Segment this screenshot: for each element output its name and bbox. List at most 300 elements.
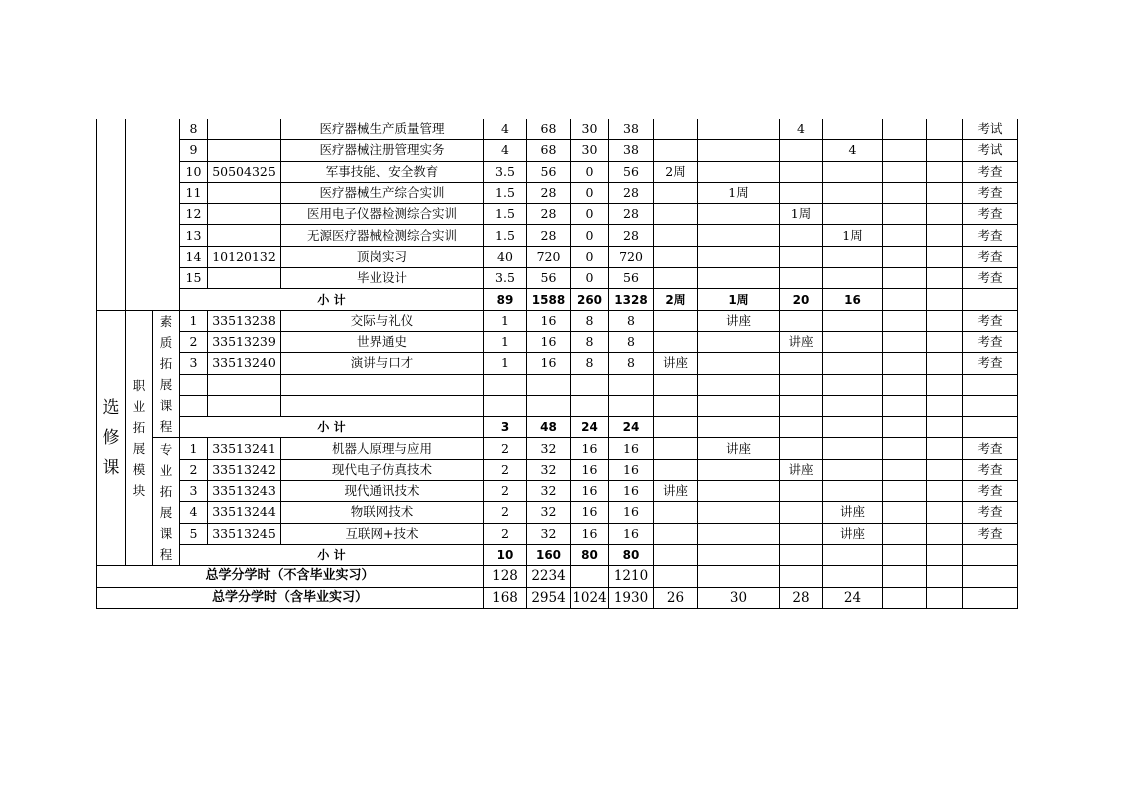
blank-cell — [883, 353, 927, 374]
cell-s3: 讲座 — [780, 459, 823, 480]
cell-hours: 32 — [527, 481, 571, 502]
semester-cell — [654, 204, 698, 225]
cell-hours: 32 — [527, 459, 571, 480]
total-excl-label: 总学分学时（不含毕业实习） — [97, 566, 484, 587]
cell-practice: 8 — [609, 331, 654, 352]
semester-cell — [823, 161, 883, 182]
table-row — [97, 374, 1018, 395]
course-name: 毕业设计 — [281, 268, 484, 289]
cell-credit: 3.5 — [484, 268, 527, 289]
course-no: 13 — [180, 225, 208, 246]
course-no: 14 — [180, 246, 208, 267]
course-no: 4 — [180, 502, 208, 523]
cell-practice: 28 — [609, 225, 654, 246]
course-no: 3 — [180, 481, 208, 502]
cell-s4 — [823, 481, 883, 502]
blank-cell — [780, 544, 823, 565]
course-name: 医用电子仪器检测综合实训 — [281, 204, 484, 225]
total-incl-credit: 168 — [484, 587, 527, 608]
cell-practice: 38 — [609, 119, 654, 140]
course-code: 33513241 — [208, 438, 281, 459]
cell-theory: 8 — [571, 310, 609, 331]
cell-credit: 2 — [484, 438, 527, 459]
cell-theory: 16 — [571, 523, 609, 544]
cell-theory: 16 — [571, 502, 609, 523]
cell-practice: 16 — [609, 481, 654, 502]
semester-cell — [698, 204, 780, 225]
blank-cell — [927, 417, 963, 438]
cell-s4 — [823, 331, 883, 352]
cell-s2 — [698, 502, 780, 523]
cell-practice: 8 — [609, 310, 654, 331]
blank-cell — [883, 310, 927, 331]
blank-cell — [571, 374, 609, 395]
cell-practice: 56 — [609, 161, 654, 182]
table-row — [97, 438, 1018, 459]
course-no: 1 — [180, 310, 208, 331]
cell-hours: 56 — [527, 161, 571, 182]
blank-cell — [281, 395, 484, 416]
cell-theory: 0 — [571, 182, 609, 203]
cell-practice: 8 — [609, 353, 654, 374]
cell-s1 — [654, 459, 698, 480]
cell-practice: 16 — [609, 438, 654, 459]
total-incl-s2: 30 — [698, 587, 780, 608]
semester-cell: 2周 — [654, 161, 698, 182]
blank-cell — [883, 544, 927, 565]
semester-cell — [654, 268, 698, 289]
subtotal-theory: 24 — [571, 417, 609, 438]
table-row — [97, 544, 1018, 565]
cell-credit: 1 — [484, 353, 527, 374]
blank-cell — [927, 374, 963, 395]
total-excl-hours: 2234 — [527, 566, 571, 587]
semester-cell — [780, 246, 823, 267]
cell-hours: 720 — [527, 246, 571, 267]
table-row — [97, 331, 1018, 352]
blank-cell — [927, 502, 963, 523]
cell-hours: 32 — [527, 502, 571, 523]
assess-cell: 考查 — [963, 268, 1018, 289]
cell-practice: 38 — [609, 140, 654, 161]
cell-s1 — [654, 438, 698, 459]
course-name: 无源医疗器械检测综合实训 — [281, 225, 484, 246]
semester-cell — [823, 204, 883, 225]
blank-cell — [927, 566, 963, 587]
course-name: 互联网+技术 — [281, 523, 484, 544]
semester-cell — [780, 182, 823, 203]
course-code — [208, 140, 281, 161]
blank-cell — [654, 395, 698, 416]
table-row — [97, 225, 1018, 246]
cell-theory: 0 — [571, 225, 609, 246]
blank-cell — [823, 544, 883, 565]
course-name: 物联网技术 — [281, 502, 484, 523]
blank-cell — [484, 395, 527, 416]
cell-theory: 30 — [571, 140, 609, 161]
assess-cell: 考查 — [963, 161, 1018, 182]
course-name: 机器人原理与应用 — [281, 438, 484, 459]
blank-cell — [823, 417, 883, 438]
assess-cell: 考查 — [963, 353, 1018, 374]
course-name: 现代电子仿真技术 — [281, 459, 484, 480]
blank-cell — [927, 523, 963, 544]
cell-s4 — [823, 310, 883, 331]
assess-cell: 考试 — [963, 119, 1018, 140]
semester-cell — [654, 246, 698, 267]
subtotal-label: 小 计 — [180, 289, 484, 310]
cell-practice: 720 — [609, 246, 654, 267]
blank-cell — [698, 417, 780, 438]
blank-cell — [698, 544, 780, 565]
blank-cell — [927, 587, 963, 608]
elective-label: 选 修 课 — [97, 310, 126, 566]
table-row — [97, 161, 1018, 182]
cell-practice: 28 — [609, 182, 654, 203]
table-row — [97, 481, 1018, 502]
course-code — [208, 182, 281, 203]
cell-hours: 32 — [527, 523, 571, 544]
course-code: 10120132 — [208, 246, 281, 267]
blank-cell — [927, 204, 963, 225]
blank-cell — [883, 331, 927, 352]
cell-credit: 2 — [484, 481, 527, 502]
table-row — [97, 140, 1018, 161]
blank-cell — [698, 374, 780, 395]
cell-credit: 4 — [484, 119, 527, 140]
total-incl-s1: 26 — [654, 587, 698, 608]
cell-theory: 30 — [571, 119, 609, 140]
table-row — [97, 566, 1018, 587]
blank-cell — [883, 395, 927, 416]
subtotal-s4: 16 — [823, 289, 883, 310]
module-cell — [126, 119, 180, 310]
blank-cell — [883, 289, 927, 310]
semester-cell — [654, 119, 698, 140]
course-no: 9 — [180, 140, 208, 161]
total-incl-theory: 1024 — [571, 587, 609, 608]
semester-cell — [654, 182, 698, 203]
course-no: 2 — [180, 459, 208, 480]
blank-cell — [571, 395, 609, 416]
total-excl-credit: 128 — [484, 566, 527, 587]
cell-s1 — [654, 331, 698, 352]
semester-cell: 1周 — [823, 225, 883, 246]
subtotal-theory: 80 — [571, 544, 609, 565]
cell-credit: 2 — [484, 502, 527, 523]
subtotal-s2: 1周 — [698, 289, 780, 310]
cell-s3 — [780, 523, 823, 544]
course-code: 33513244 — [208, 502, 281, 523]
blank-cell — [927, 246, 963, 267]
semester-cell: 1周 — [698, 182, 780, 203]
course-no: 10 — [180, 161, 208, 182]
blank-cell — [654, 544, 698, 565]
subtotal-credit: 89 — [484, 289, 527, 310]
blank-cell — [883, 140, 927, 161]
total-incl-s3: 28 — [780, 587, 823, 608]
blank-cell — [883, 246, 927, 267]
table-row — [97, 289, 1018, 310]
total-incl-hours: 2954 — [527, 587, 571, 608]
cell-s3 — [780, 438, 823, 459]
assess-cell: 考试 — [963, 140, 1018, 161]
course-code: 33513240 — [208, 353, 281, 374]
course-code: 50504325 — [208, 161, 281, 182]
course-name: 顶岗实习 — [281, 246, 484, 267]
course-code: 33513239 — [208, 331, 281, 352]
blank-cell — [698, 566, 780, 587]
semester-cell — [780, 225, 823, 246]
cell-practice: 16 — [609, 502, 654, 523]
blank-cell — [927, 140, 963, 161]
course-code: 33513243 — [208, 481, 281, 502]
blank-cell — [927, 353, 963, 374]
cell-s1: 讲座 — [654, 353, 698, 374]
total-incl-s4: 24 — [823, 587, 883, 608]
blank-cell — [927, 438, 963, 459]
course-code — [208, 119, 281, 140]
course-no: 11 — [180, 182, 208, 203]
cell-s3: 讲座 — [780, 331, 823, 352]
cell-s4: 讲座 — [823, 502, 883, 523]
cell-credit: 40 — [484, 246, 527, 267]
assess-cell: 考查 — [963, 438, 1018, 459]
cell-s1 — [654, 310, 698, 331]
table-row — [97, 417, 1018, 438]
blank-cell — [883, 502, 927, 523]
subtotal-hours: 1588 — [527, 289, 571, 310]
course-name: 医疗器械注册管理实务 — [281, 140, 484, 161]
blank-cell — [883, 566, 927, 587]
cell-hours: 56 — [527, 268, 571, 289]
subtotal-hours: 160 — [527, 544, 571, 565]
table-row — [97, 119, 1018, 140]
cell-s2: 讲座 — [698, 438, 780, 459]
subtotal-s1: 2周 — [654, 289, 698, 310]
cell-theory: 0 — [571, 268, 609, 289]
blank-cell — [208, 374, 281, 395]
blank-cell — [883, 417, 927, 438]
blank-cell — [883, 204, 927, 225]
semester-cell — [698, 119, 780, 140]
total-excl-theory — [571, 566, 609, 587]
blank-cell — [780, 374, 823, 395]
blank-cell — [927, 119, 963, 140]
cell-practice: 16 — [609, 459, 654, 480]
blank-cell — [963, 544, 1018, 565]
course-name: 医疗器械生产综合实训 — [281, 182, 484, 203]
blank-cell — [927, 310, 963, 331]
assess-cell: 考查 — [963, 459, 1018, 480]
course-no: 3 — [180, 353, 208, 374]
blank-cell — [927, 225, 963, 246]
course-no: 1 — [180, 438, 208, 459]
table-row — [97, 459, 1018, 480]
cell-hours: 16 — [527, 310, 571, 331]
course-name: 世界通史 — [281, 331, 484, 352]
blank-cell — [883, 523, 927, 544]
blank-cell — [927, 395, 963, 416]
cell-credit: 2 — [484, 459, 527, 480]
blank-cell — [180, 374, 208, 395]
course-code — [208, 268, 281, 289]
blank-cell — [927, 544, 963, 565]
subtotal-practice: 1328 — [609, 289, 654, 310]
cell-theory: 0 — [571, 161, 609, 182]
cell-hours: 16 — [527, 331, 571, 352]
table-row — [97, 502, 1018, 523]
cell-hours: 32 — [527, 438, 571, 459]
blank-cell — [883, 268, 927, 289]
course-name: 现代通讯技术 — [281, 481, 484, 502]
course-no: 5 — [180, 523, 208, 544]
cell-credit: 1 — [484, 331, 527, 352]
assess-cell: 考查 — [963, 502, 1018, 523]
blank-cell — [180, 395, 208, 416]
blank-cell — [963, 374, 1018, 395]
blank-cell — [823, 395, 883, 416]
subtotal-label: 小 计 — [180, 417, 484, 438]
subtotal-credit: 10 — [484, 544, 527, 565]
assess-cell: 考查 — [963, 310, 1018, 331]
category-cell — [97, 119, 126, 310]
cell-s3 — [780, 310, 823, 331]
semester-cell — [780, 161, 823, 182]
semester-cell — [654, 140, 698, 161]
cell-s1 — [654, 523, 698, 544]
total-incl-label: 总学分学时（含毕业实习） — [97, 587, 484, 608]
blank-cell — [963, 289, 1018, 310]
cell-s3 — [780, 502, 823, 523]
blank-cell — [698, 395, 780, 416]
cell-s1 — [654, 502, 698, 523]
quality-course-label: 素 质 拓 展 课 程 — [153, 310, 180, 438]
cell-credit: 1.5 — [484, 225, 527, 246]
cell-s3 — [780, 481, 823, 502]
blank-cell — [281, 374, 484, 395]
blank-cell — [609, 395, 654, 416]
career-module-label: 职 业 拓 展 模 块 — [126, 310, 153, 566]
cell-credit: 1.5 — [484, 182, 527, 203]
semester-cell — [823, 182, 883, 203]
subtotal-label: 小 计 — [180, 544, 484, 565]
cell-practice: 16 — [609, 523, 654, 544]
blank-cell — [883, 161, 927, 182]
table-row — [97, 310, 1018, 331]
semester-cell — [823, 246, 883, 267]
curriculum-table — [96, 119, 1018, 609]
blank-cell — [823, 374, 883, 395]
blank-cell — [883, 225, 927, 246]
course-code: 33513245 — [208, 523, 281, 544]
course-name: 医疗器械生产质量管理 — [281, 119, 484, 140]
cell-practice: 28 — [609, 204, 654, 225]
course-name: 交际与礼仪 — [281, 310, 484, 331]
cell-credit: 4 — [484, 140, 527, 161]
blank-cell — [654, 566, 698, 587]
blank-cell — [654, 417, 698, 438]
blank-cell — [883, 481, 927, 502]
blank-cell — [883, 459, 927, 480]
cell-s4 — [823, 438, 883, 459]
assess-cell: 考查 — [963, 481, 1018, 502]
course-code: 33513242 — [208, 459, 281, 480]
subtotal-credit: 3 — [484, 417, 527, 438]
blank-cell — [927, 481, 963, 502]
course-no: 12 — [180, 204, 208, 225]
course-code — [208, 225, 281, 246]
cell-s2 — [698, 353, 780, 374]
cell-practice: 56 — [609, 268, 654, 289]
profession-course-label: 专 业 拓 展 课 程 — [153, 438, 180, 566]
table-row — [97, 523, 1018, 544]
subtotal-practice: 24 — [609, 417, 654, 438]
subtotal-theory: 260 — [571, 289, 609, 310]
semester-cell: 4 — [780, 119, 823, 140]
course-code — [208, 204, 281, 225]
cell-hours: 28 — [527, 182, 571, 203]
assess-cell: 考查 — [963, 204, 1018, 225]
semester-cell: 4 — [823, 140, 883, 161]
blank-cell — [883, 182, 927, 203]
blank-cell — [609, 374, 654, 395]
cell-credit: 2 — [484, 523, 527, 544]
cell-theory: 8 — [571, 353, 609, 374]
assess-cell: 考查 — [963, 331, 1018, 352]
blank-cell — [927, 182, 963, 203]
blank-cell — [927, 459, 963, 480]
semester-cell — [698, 225, 780, 246]
cell-s2 — [698, 523, 780, 544]
semester-cell — [780, 268, 823, 289]
cell-s4 — [823, 353, 883, 374]
cell-s3 — [780, 353, 823, 374]
course-no: 15 — [180, 268, 208, 289]
blank-cell — [963, 587, 1018, 608]
subtotal-practice: 80 — [609, 544, 654, 565]
blank-cell — [883, 374, 927, 395]
blank-cell — [780, 566, 823, 587]
blank-cell — [527, 395, 571, 416]
cell-hours: 68 — [527, 140, 571, 161]
blank-cell — [963, 395, 1018, 416]
blank-cell — [927, 161, 963, 182]
table-row — [97, 204, 1018, 225]
cell-theory: 16 — [571, 438, 609, 459]
cell-theory: 16 — [571, 481, 609, 502]
cell-theory: 16 — [571, 459, 609, 480]
cell-hours: 28 — [527, 225, 571, 246]
cell-theory: 0 — [571, 246, 609, 267]
course-no: 8 — [180, 119, 208, 140]
table-row — [97, 182, 1018, 203]
cell-theory: 8 — [571, 331, 609, 352]
table-row — [97, 353, 1018, 374]
semester-cell — [698, 246, 780, 267]
cell-s2 — [698, 331, 780, 352]
blank-cell — [927, 268, 963, 289]
course-name: 演讲与口才 — [281, 353, 484, 374]
blank-cell — [484, 374, 527, 395]
blank-cell — [823, 566, 883, 587]
blank-cell — [208, 395, 281, 416]
blank-cell — [927, 289, 963, 310]
blank-cell — [780, 417, 823, 438]
semester-cell — [823, 119, 883, 140]
table-row — [97, 587, 1018, 608]
total-excl-practice: 1210 — [609, 566, 654, 587]
